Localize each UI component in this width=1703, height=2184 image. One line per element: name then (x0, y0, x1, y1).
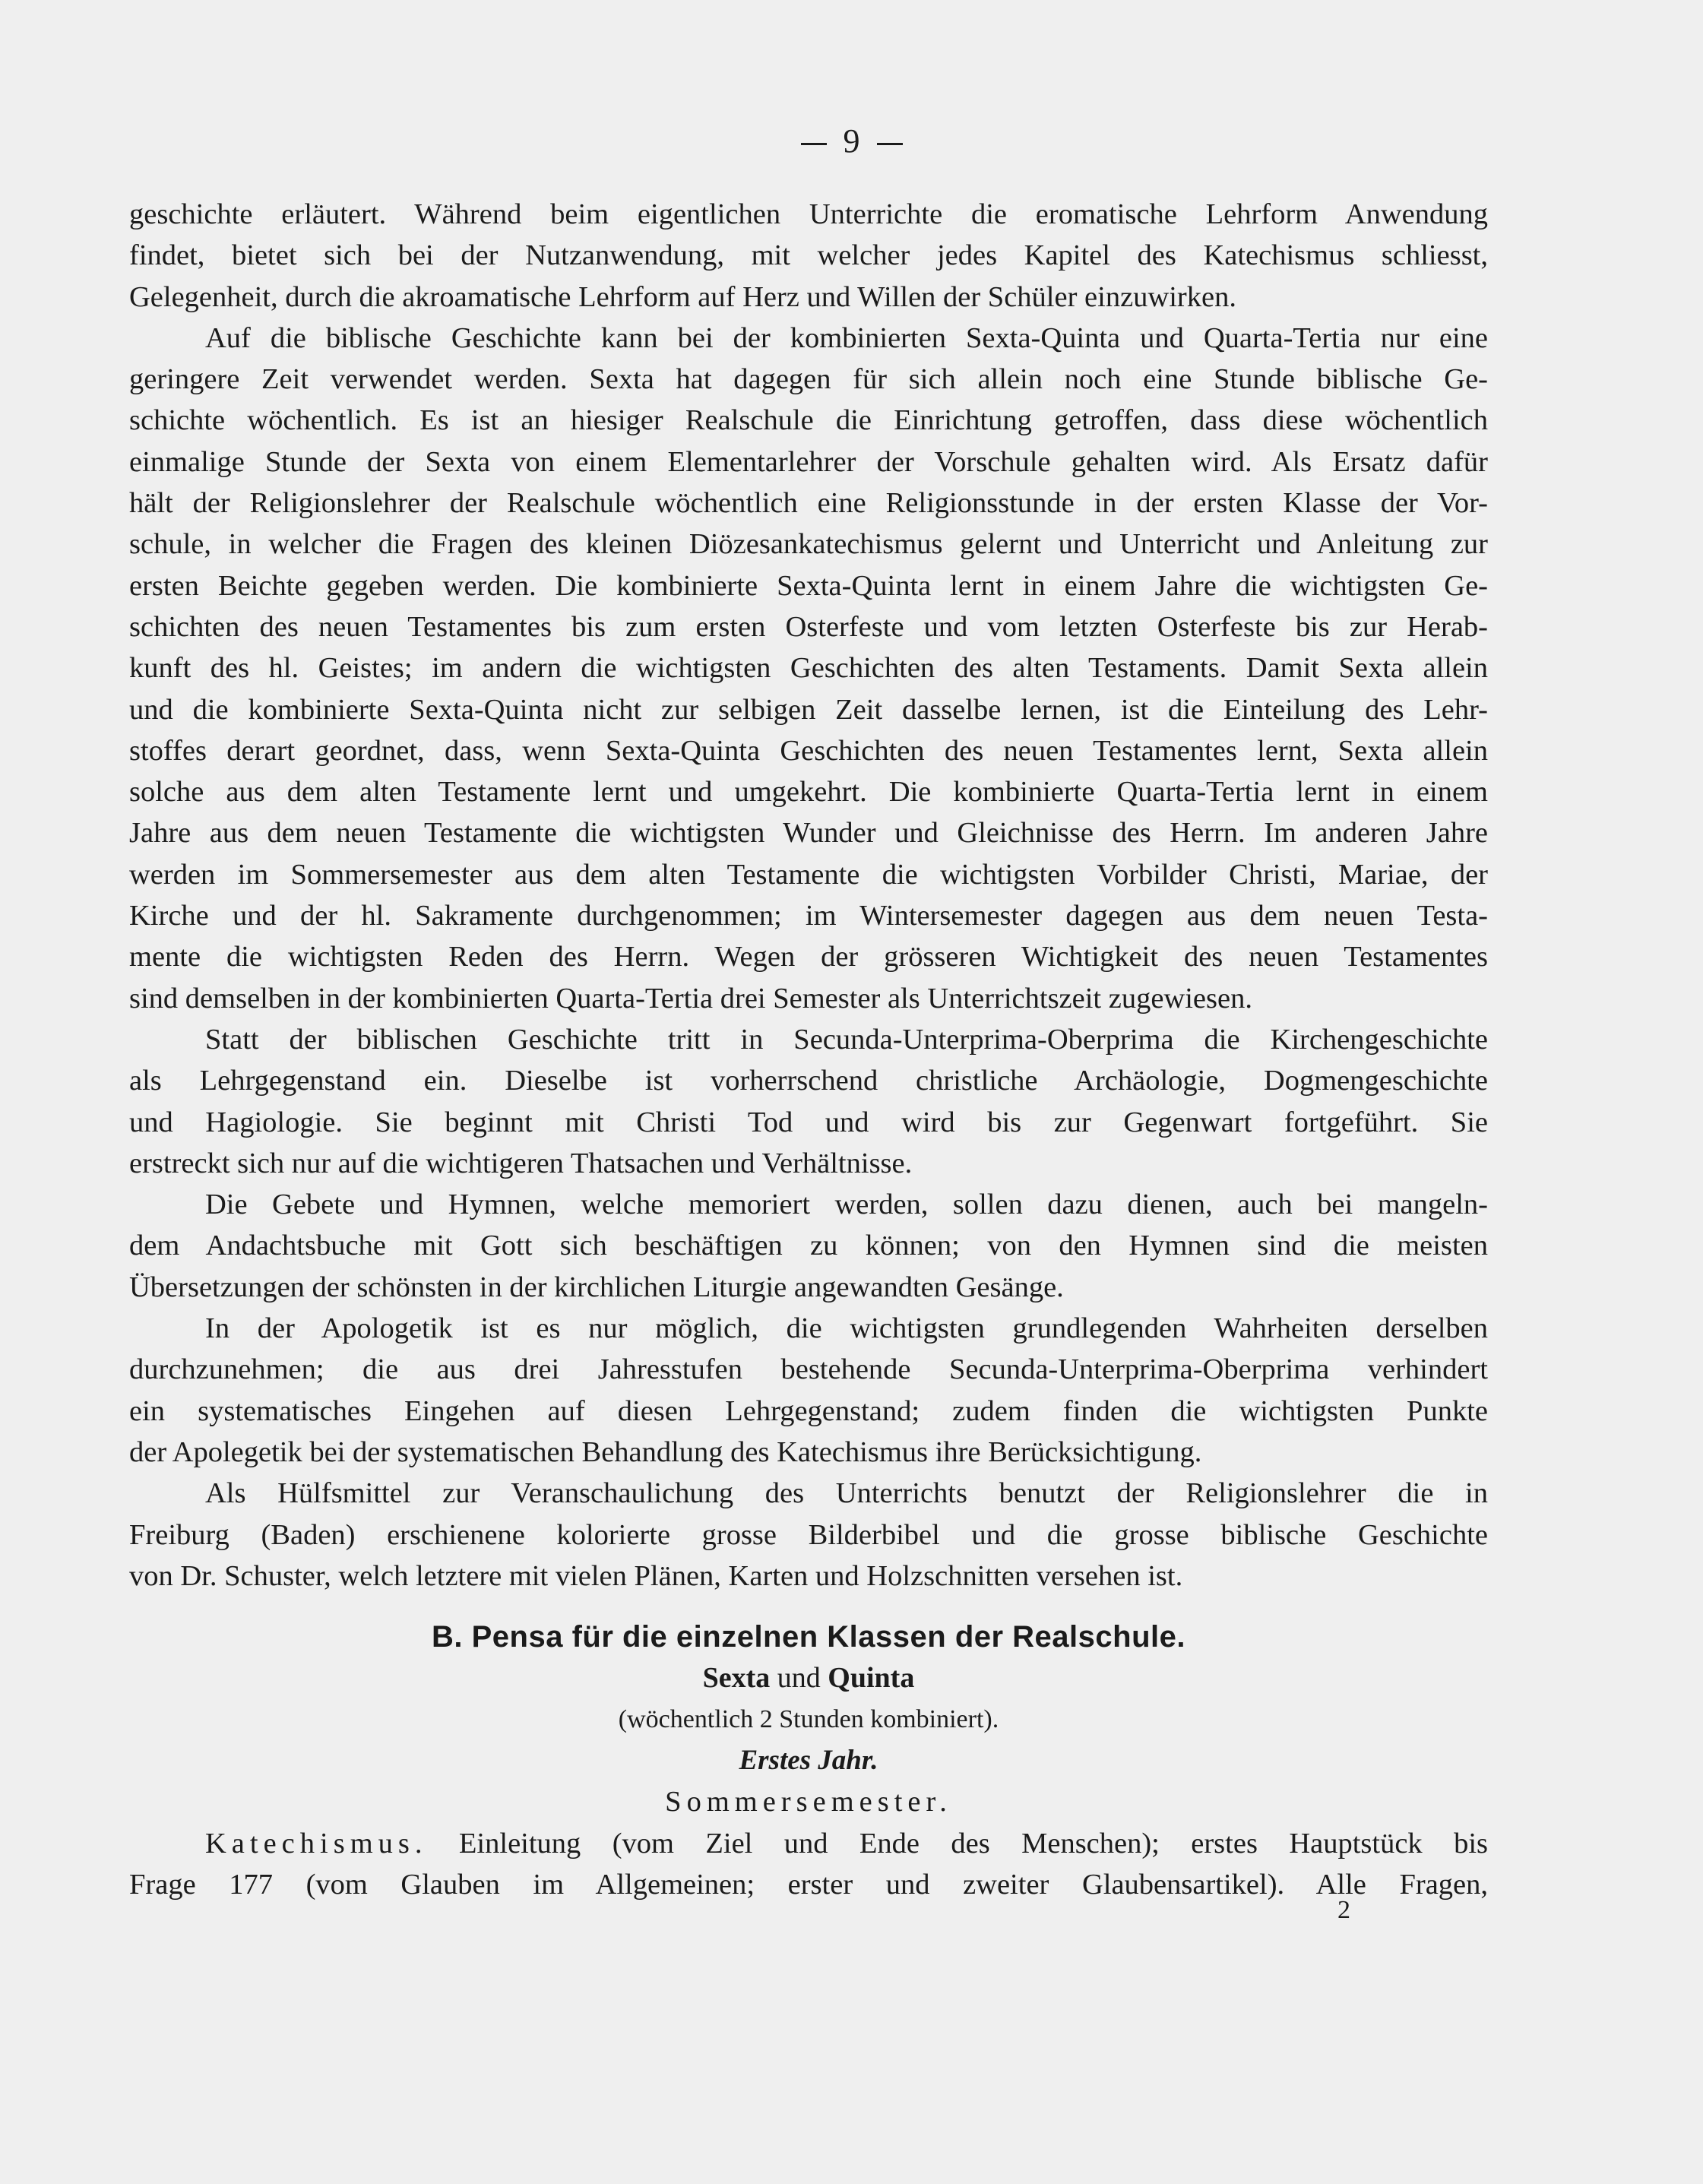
page-number: 9 (843, 122, 860, 160)
text-line: kunft des hl. Geistes; im andern die wichtigsten Geschichten des alten Testaments. Damit Sexta allein (129, 652, 1488, 685)
text-line: ersten Beichte gegeben werden. Die kombinierte Sexta-Quinta lernt in einem Jahre die wichtigsten Ge- (129, 569, 1488, 602)
text-line: einmalige Stunde der Sexta von einem Elementarlehrer der Vorschule gehalten wird. Als Ersatz dafür (129, 445, 1488, 478)
text-line: schichte wöchentlich. Es ist an hiesiger Realschule die Einrichtung getroffen, dass diese wöchentlich (129, 404, 1488, 437)
paragraphs (129, 194, 1488, 1597)
text-line: Kirche und der hl. Sakramente durchgenommen; im Wintersemester dagegen aus dem neuen Testa- (129, 900, 1488, 932)
text-line: hält der Religionslehrer der Realschule wöchentlich eine Religionsstunde in der ersten Klasse der Vor- (129, 487, 1488, 520)
text-line: als Lehrgegenstand ein. Dieselbe ist vorherrschend christliche Archäologie, Dogmengeschichte (129, 1065, 1488, 1097)
page-header (0, 122, 1703, 160)
text-line: ein systematisches Eingehen auf diesen Lehrgegenstand; zudem finden die wichtigsten Punkte (129, 1394, 1488, 1427)
text-line: stoffes derart geordnet, dass, wenn Sexta-Quinta Geschichten des neuen Testamentes lernt, Sexta allein (129, 734, 1488, 767)
text-line: Gelegenheit, durch die akroamatische Lehrform auf Herz und Willen der Schüler einzuwirken. (129, 280, 1236, 313)
text-line: werden im Sommersemester aus dem alten Testamente die wichtigsten Vorbilder Christi, Mariae, der (129, 858, 1488, 891)
text-line: schule, in welcher die Fragen des kleinen Diözesankatechismus gelernt und Unterricht und Anleitung zur (129, 528, 1488, 561)
header-dash-right (877, 143, 903, 145)
paragraph (129, 194, 1488, 318)
paragraph (129, 318, 1488, 1019)
body-text (129, 194, 1488, 1905)
paragraph (129, 1308, 1488, 1473)
subject-label: Katechismus. (205, 1827, 428, 1860)
signature-mark: 2 (1337, 1896, 1350, 1924)
paragraph (129, 1019, 1488, 1184)
text-line: In der Apologetik ist es nur möglich, die wichtigsten grundlegenden Wahrheiten derselben (205, 1312, 1488, 1345)
semester-title: Sommersemester. (665, 1786, 952, 1818)
paragraph (129, 1473, 1488, 1597)
text-line: dem Andachtsbuche mit Gott sich beschäftigen zu können; von den Hymnen sind die meisten (129, 1230, 1488, 1262)
subject-line (129, 1823, 1488, 1864)
text-line: Statt der biblischen Geschichte tritt in Secunda-Unterprima-Oberprima die Kirchengeschichte (205, 1023, 1488, 1056)
class-sexta: Sexta (702, 1662, 771, 1695)
text-line: findet, bietet sich bei der Nutzanwendung, mit welcher jedes Kapitel des Katechismus schliesst, (129, 239, 1488, 272)
text-line: von Dr. Schuster, welch letztere mit vielen Plänen, Karten und Holzschnitten versehen ist. (129, 1559, 1183, 1592)
text-line: schichten des neuen Testamentes bis zum ersten Osterfeste und vom letzten Osterfeste bis zur Herab- (129, 610, 1488, 643)
text-line: und Hagiologie. Sie beginnt mit Christi Tod und wird bis zur Gegenwart fortgeführt. Sie (129, 1106, 1488, 1138)
text-line: mente die wichtigsten Reden des Herrn. Wegen der grösseren Wichtigkeit des neuen Testamentes (129, 941, 1488, 973)
text-line: Freiburg (Baden) erschienene kolorierte grosse Bilderbibel und die grosse biblische Geschichte (129, 1518, 1488, 1551)
text-line: durchzunehmen; die aus drei Jahresstufen bestehende Secunda-Unterprima-Oberprima verhindert (129, 1353, 1488, 1386)
text-line: geschichte erläutert. Während beim eigentlichen Unterrichte die eromatische Lehrform Anwendung (129, 198, 1488, 230)
hours-note: (wöchentlich 2 Stunden kombiniert). (618, 1704, 999, 1733)
class-conjunction: und (777, 1662, 821, 1695)
class-title (129, 1657, 1488, 1698)
year-title: Erstes Jahr. (739, 1744, 878, 1776)
text-line: Auf die biblische Geschichte kann bei der kombinierten Sexta-Quinta und Quarta-Tertia nur eine (205, 321, 1488, 354)
subject-continuation: Frage 177 (vom Glauben im Allgemeinen; erster und zweiter Glaubensartikel). Alle Fragen, (129, 1868, 1488, 1901)
section-gap (129, 1597, 1488, 1616)
text-line: erstreckt sich nur auf die wichtigeren Thatsachen und Verhältnisse. (129, 1147, 913, 1179)
text-line: Als Hülfsmittel zur Veranschaulichung des Unterrichts benutzt der Religionslehrer die in (205, 1477, 1488, 1510)
text-line: Jahre aus dem neuen Testamente die wichtigsten Wunder und Gleichnisse des Herrn. Im anderen Jahre (129, 817, 1488, 850)
text-line: solche aus dem alten Testamente lernt und umgekehrt. Die kombinierte Quarta-Tertia lernt in einem (129, 776, 1488, 809)
text-line: und die kombinierte Sexta-Quinta nicht zur selbigen Zeit dasselbe lernen, ist die Einteilung des Lehr- (129, 693, 1488, 726)
paragraph (129, 1184, 1488, 1308)
header-dash-left (801, 143, 827, 145)
subject-text: Einleitung (vom Ziel und Ende des Menschen); erstes Hauptstück bis (458, 1827, 1488, 1860)
section-heading: B. Pensa für die einzelnen Klassen der Realschule. (431, 1620, 1185, 1654)
text-line: geringere Zeit verwendet werden. Sexta hat dagegen für sich allein noch eine Stunde biblische Ge- (129, 363, 1488, 396)
class-quinta: Quinta (828, 1662, 915, 1695)
text-line: Übersetzungen der schönsten in der kirchlichen Liturgie angewandten Gesänge. (129, 1271, 1064, 1303)
text-line: Die Gebete und Hymnen, welche memoriert werden, sollen dazu dienen, auch bei mangeln- (205, 1189, 1488, 1221)
text-line: sind demselben in der kombinierten Quarta-Tertia drei Semester als Unterrichtszeit zugewiesen. (129, 982, 1252, 1014)
text-line: der Apolegetik bei der systematischen Behandlung des Katechismus ihre Berücksichtigung. (129, 1435, 1202, 1468)
